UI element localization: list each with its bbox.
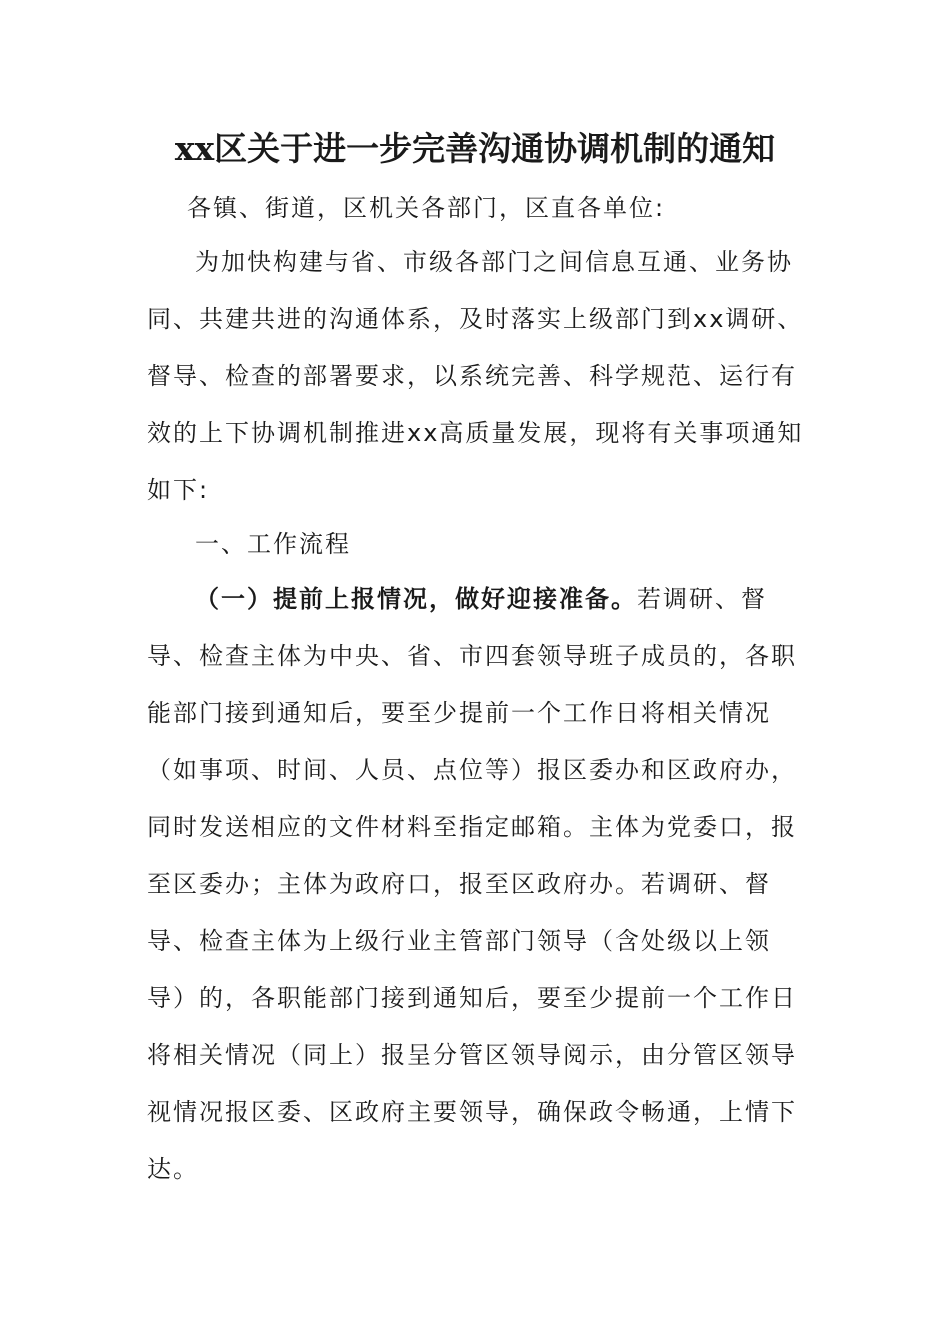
subsection-body: 若调研、督导、检查主体为中央、省、市四套领导班子成员的，各职能部门接到通知后，要至少提前一个工作日将相关情况（如事项、时间、人员、点位等）报区委办和区政府办，同时发送相应的文件材料至指定邮箱。主体为党委口，报至区委办；主体为政府口，报至区政府办。若调研、督导、检查主体为上级行业主管部门领导（含处级以上领导）的，各职能部门接到通知后，要至少提前一个工作日将相关情况（同上）报呈分管区领导阅示，由分管区领导视情况报区委、区政府主要领导，确保政令畅通，上情下达。 — [147, 585, 797, 1183]
intro-paragraph: 为加快构建与省、市级各部门之间信息互通、业务协同、共建共进的沟通体系，及时落实上级部门到xx调研、督导、检查的部署要求，以系统完善、科学规范、运行有效的上下协调机制推进xx高质量发展，现将有关事项通知如下: — [147, 248, 804, 504]
salutation: 各镇、街道，区机关各部门，区直各单位: — [187, 194, 666, 222]
document-title: xx区关于进一步完善沟通协调机制的通知 — [174, 129, 776, 168]
subsection-lead: （一）提前上报情况，做好迎接准备。 — [195, 585, 637, 613]
section-heading-work-process: 一、工作流程 — [195, 530, 351, 558]
subsection-paragraph-1 — [147, 571, 807, 1198]
